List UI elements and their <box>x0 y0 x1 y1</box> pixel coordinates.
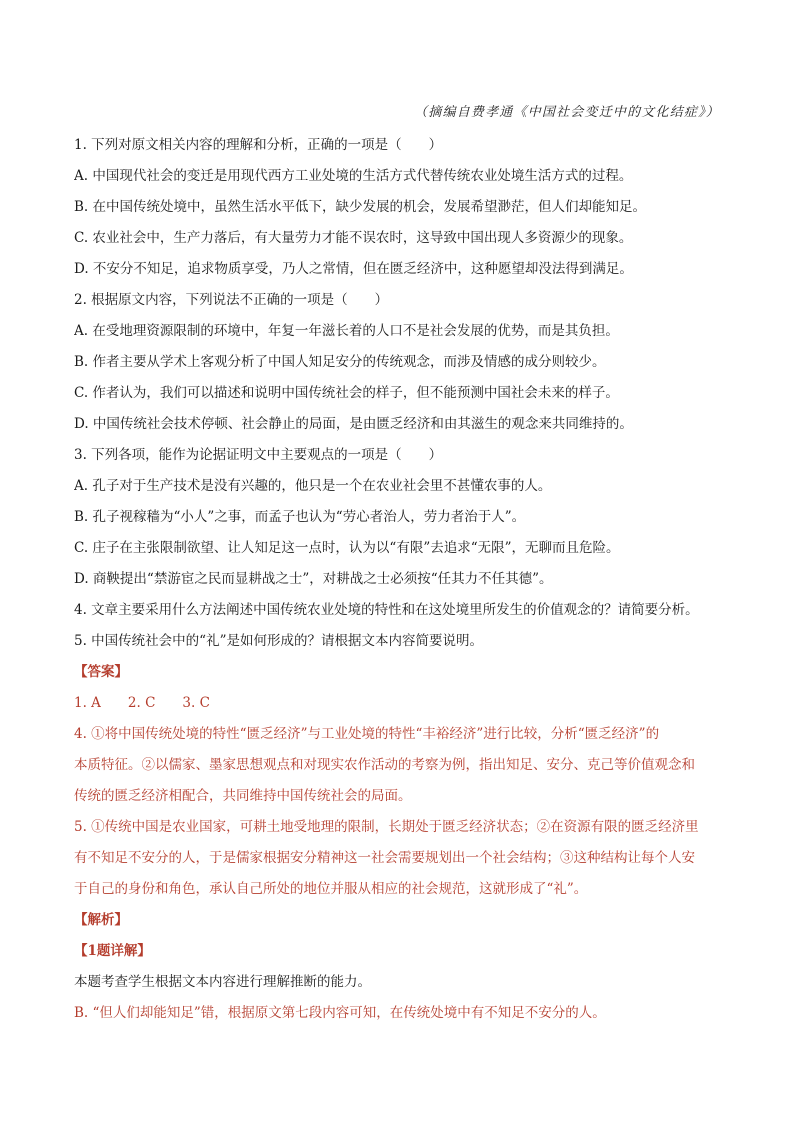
detail1-header: 【1题详解】 <box>74 943 151 959</box>
option-line: D. 商鞅提出“禁游宦之民而显耕战之士”，对耕战之士必须按“任其力不任其德”。 <box>74 571 553 587</box>
answer4-line: 传统的匮乏经济相配合，共同维持中国传统社会的局面。 <box>74 788 412 804</box>
question-line: 4. 文章主要采用什么方法阐述中国传统农业处境的特性和在这处境里所发生的价值观念的？请简要分析。 <box>74 602 699 618</box>
detail1-intro: 本题考查学生根据文本内容进行理解推断的能力。 <box>74 974 371 990</box>
content-body <box>74 130 724 1029</box>
option-line: C. 庄子在主张限制欲望、让人知足这一点时，认为以“有限”去追求“无限”，无聊而且危险。 <box>74 540 620 556</box>
option-line: C. 作者认为，我们可以描述和说明中国传统社会的样子，但不能预测中国社会未来的样子。 <box>74 385 619 401</box>
question-line: 2. 根据原文内容，下列说法不正确的一项是（ ） <box>74 292 389 308</box>
option-line: A. 中国现代社会的变迁是用现代西方工业处境的生活方式代替传统农业处境生活方式的过程。 <box>74 168 633 184</box>
answer5-line: 有不知足不安分的人，于是儒家根据安分精神这一社会需要规划出一个社会结构；③这种结构让每个人安 <box>74 850 695 866</box>
question-line: 5. 中国传统社会中的“礼”是如何形成的？请根据文本内容简要说明。 <box>74 633 483 649</box>
answer4-line: 4. ①将中国传统处境的特性“匮乏经济”与工业处境的特性“丰裕经济”进行比较，分析“匮乏经济”的 <box>74 726 660 742</box>
source-note: （摘编自费孝通《中国社会变迁中的文化结症》） <box>414 105 720 120</box>
detail1-option-b: B. “但人们却能知足”错，根据原文第七段内容可知，在传统处境中有不知足不安分的人。 <box>74 1005 606 1021</box>
question-line: 3. 下列各项，能作为论据证明文中主要观点的一项是（ ） <box>74 447 443 463</box>
answer4-line: 本质特征。②以儒家、墨家思想观点和对现实农作活动的考察为例，指出知足、安分、克己等价值观念和 <box>74 757 695 773</box>
answer5-line: 于自己的身份和角色，承认自己所处的地位并服从相应的社会规范，这就形成了“礼”。 <box>74 881 588 897</box>
analysis-header: 【解析】 <box>74 912 128 928</box>
option-line: B. 孔子视稼穑为“小人”之事，而孟子也认为“劳心者治人，劳力者治于人”。 <box>74 509 526 525</box>
option-line: C. 农业社会中，生产力落后，有大量劳力才能不误农时，这导致中国出现人多资源少的现象。 <box>74 230 633 246</box>
option-line: D. 不安分不知足，追求物质享受，乃人之常情，但在匮乏经济中，这种愿望却没法得到满足。 <box>74 261 633 277</box>
option-line: A. 孔子对于生产技术是没有兴趣的，他只是一个在农业社会里不甚懂农事的人。 <box>74 478 552 494</box>
answer-header: 【答案】 <box>74 664 128 680</box>
answers-multiple-choice: 1. A 2. C 3. C <box>74 695 210 711</box>
question-line: 1. 下列对原文相关内容的理解和分析，正确的一项是（ ） <box>74 137 443 153</box>
option-line: B. 在中国传统处境中，虽然生活水平低下，缺少发展的机会，发展希望渺茫，但人们却能知足。 <box>74 199 647 215</box>
option-line: A. 在受地理资源限制的环境中，年复一年滋长着的人口不是社会发展的优势，而是其负担。 <box>74 323 619 339</box>
option-line: D. 中国传统社会技术停顿、社会静止的局面，是由匮乏经济和由其滋生的观念来共同维持的。 <box>74 416 633 432</box>
option-line: B. 作者主要从学术上客观分析了中国人知足安分的传统观念，而涉及情感的成分则较少。 <box>74 354 606 370</box>
answer5-line: 5. ①传统中国是农业国家，可耕土地受地理的限制，长期处于匮乏经济状态；②在资源有限的匮乏经济里 <box>74 819 699 835</box>
